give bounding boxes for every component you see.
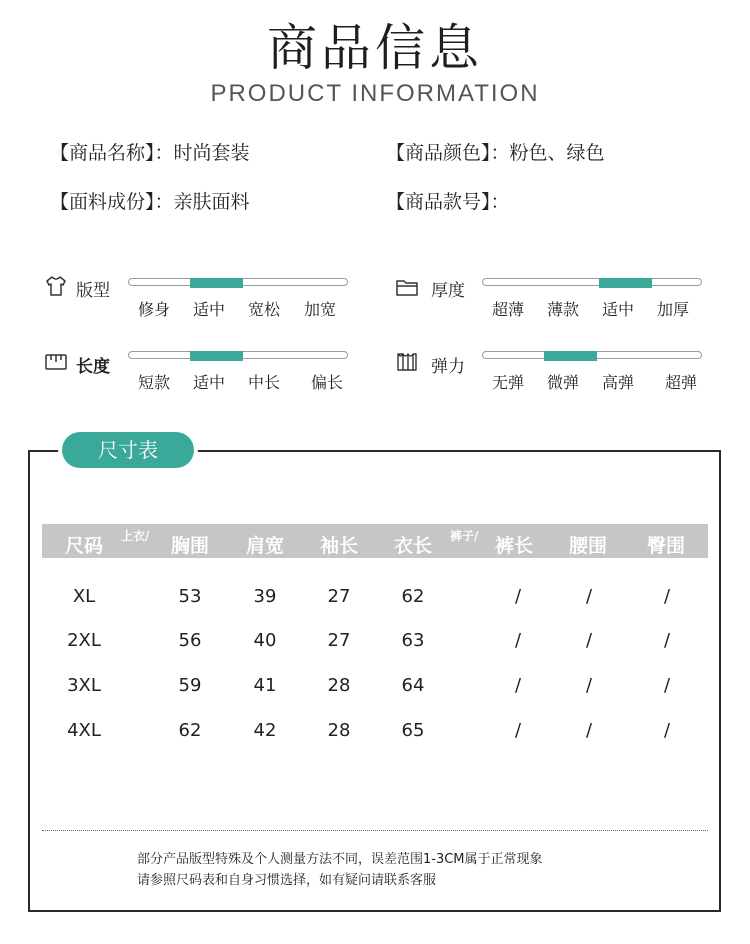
table-cell: 3XL — [67, 675, 101, 696]
fit-option: 适中 — [192, 300, 226, 319]
thickness-attribute — [395, 275, 419, 303]
info-product-color — [386, 138, 605, 165]
elasticity-attribute — [395, 350, 419, 378]
thickness-scale-fill — [599, 278, 652, 288]
table-cell: 62 — [401, 586, 425, 607]
table-cell: / — [585, 630, 593, 651]
header-shoulder: 肩宽 — [245, 535, 285, 557]
length-option: 中长 — [247, 373, 281, 392]
elasticity-scale-track — [482, 351, 702, 359]
table-cell: 2XL — [67, 630, 101, 651]
thickness-option: 适中 — [601, 300, 635, 319]
header-length: 衣长 — [393, 535, 433, 557]
table-cell: 62 — [178, 720, 202, 741]
header-chest: 胸围 — [170, 535, 210, 557]
thickness-scale-track — [482, 278, 702, 286]
fabric-icon — [395, 350, 419, 374]
fit-attribute — [44, 274, 68, 302]
table-cell: 56 — [178, 630, 202, 651]
header-top-group: 上衣/ — [121, 529, 150, 543]
length-option: 适中 — [192, 373, 226, 392]
table-cell: / — [663, 675, 671, 696]
table-cell: 28 — [327, 675, 351, 696]
fit-option: 宽松 — [247, 300, 281, 319]
table-cell: / — [585, 675, 593, 696]
note-line-2: 请参照尺码表和自身习惯选择，如有疑问请联系客服 — [137, 873, 437, 888]
thickness-option: 超薄 — [491, 300, 525, 319]
table-cell: 64 — [401, 675, 425, 696]
ruler-icon — [44, 350, 68, 374]
table-cell: 41 — [253, 675, 277, 696]
header-sleeve: 袖长 — [319, 535, 359, 557]
header-size: 尺码 — [64, 535, 104, 557]
table-cell: 53 — [178, 586, 202, 607]
product-color-label: 【商品颜色】： — [386, 142, 510, 164]
table-cell: 39 — [253, 586, 277, 607]
page-title: 商品信息 — [267, 19, 483, 77]
fit-option: 加宽 — [303, 300, 337, 319]
table-cell: 40 — [253, 630, 277, 651]
table-cell: / — [663, 720, 671, 741]
header-pants-length: 裤长 — [494, 535, 534, 557]
product-name-value: 时尚套装 — [173, 142, 250, 164]
table-cell: 63 — [401, 630, 425, 651]
style-number-label: 【商品款号】： — [386, 191, 510, 213]
info-style-number — [386, 187, 510, 214]
elasticity-scale-fill — [544, 351, 597, 361]
fit-label: 版型 — [76, 281, 110, 301]
thickness-option: 加厚 — [656, 300, 690, 319]
fit-scale-fill — [190, 278, 243, 288]
header-waist: 腰围 — [568, 535, 608, 557]
fit-option: 修身 — [137, 300, 171, 319]
info-product-name — [50, 138, 250, 165]
thickness-option: 薄款 — [546, 300, 580, 319]
shirt-icon — [44, 274, 68, 298]
header-hip: 臀围 — [646, 535, 686, 557]
table-cell: 59 — [178, 675, 202, 696]
thickness-label: 厚度 — [431, 281, 465, 301]
size-table-frame — [28, 450, 721, 912]
product-name-label: 【商品名称】： — [50, 142, 174, 164]
table-cell: / — [514, 586, 522, 607]
size-table-tab: 尺寸表 — [62, 432, 194, 468]
fabric-label: 【面料成份】： — [50, 191, 174, 213]
header-bottom-group: 裤子/ — [450, 529, 479, 543]
elasticity-option: 微弹 — [546, 373, 580, 392]
note-line-1: 部分产品版型特殊及个人测量方法不同，误差范围1-3CM属于正常现象 — [137, 852, 543, 867]
length-option: 偏长 — [310, 373, 344, 392]
table-cell: 65 — [401, 720, 425, 741]
table-cell: / — [663, 630, 671, 651]
table-cell: 4XL — [67, 720, 101, 741]
table-divider — [42, 830, 708, 831]
elasticity-label: 弹力 — [431, 357, 465, 377]
table-cell: / — [663, 586, 671, 607]
table-cell: XL — [72, 586, 96, 607]
elasticity-option: 无弹 — [491, 373, 525, 392]
table-cell: 42 — [253, 720, 277, 741]
table-cell: / — [514, 720, 522, 741]
table-cell: / — [514, 630, 522, 651]
table-cell: 27 — [327, 586, 351, 607]
fabric-value: 亲肤面料 — [173, 191, 250, 213]
product-color-value: 粉色、绿色 — [509, 142, 605, 164]
fit-scale-track — [128, 278, 348, 286]
length-scale-track — [128, 351, 348, 359]
info-fabric — [50, 187, 250, 214]
table-cell: / — [585, 586, 593, 607]
table-cell: / — [514, 675, 522, 696]
page-subtitle: PRODUCT INFORMATION — [210, 80, 540, 107]
length-attribute — [44, 350, 68, 378]
folder-icon — [395, 275, 419, 299]
table-cell: / — [585, 720, 593, 741]
elasticity-option: 高弹 — [601, 373, 635, 392]
table-cell: 27 — [327, 630, 351, 651]
length-scale-fill — [190, 351, 243, 361]
length-option: 短款 — [137, 373, 171, 392]
table-cell: 28 — [327, 720, 351, 741]
length-label: 长度 — [76, 357, 110, 377]
elasticity-option: 超弹 — [664, 373, 698, 392]
